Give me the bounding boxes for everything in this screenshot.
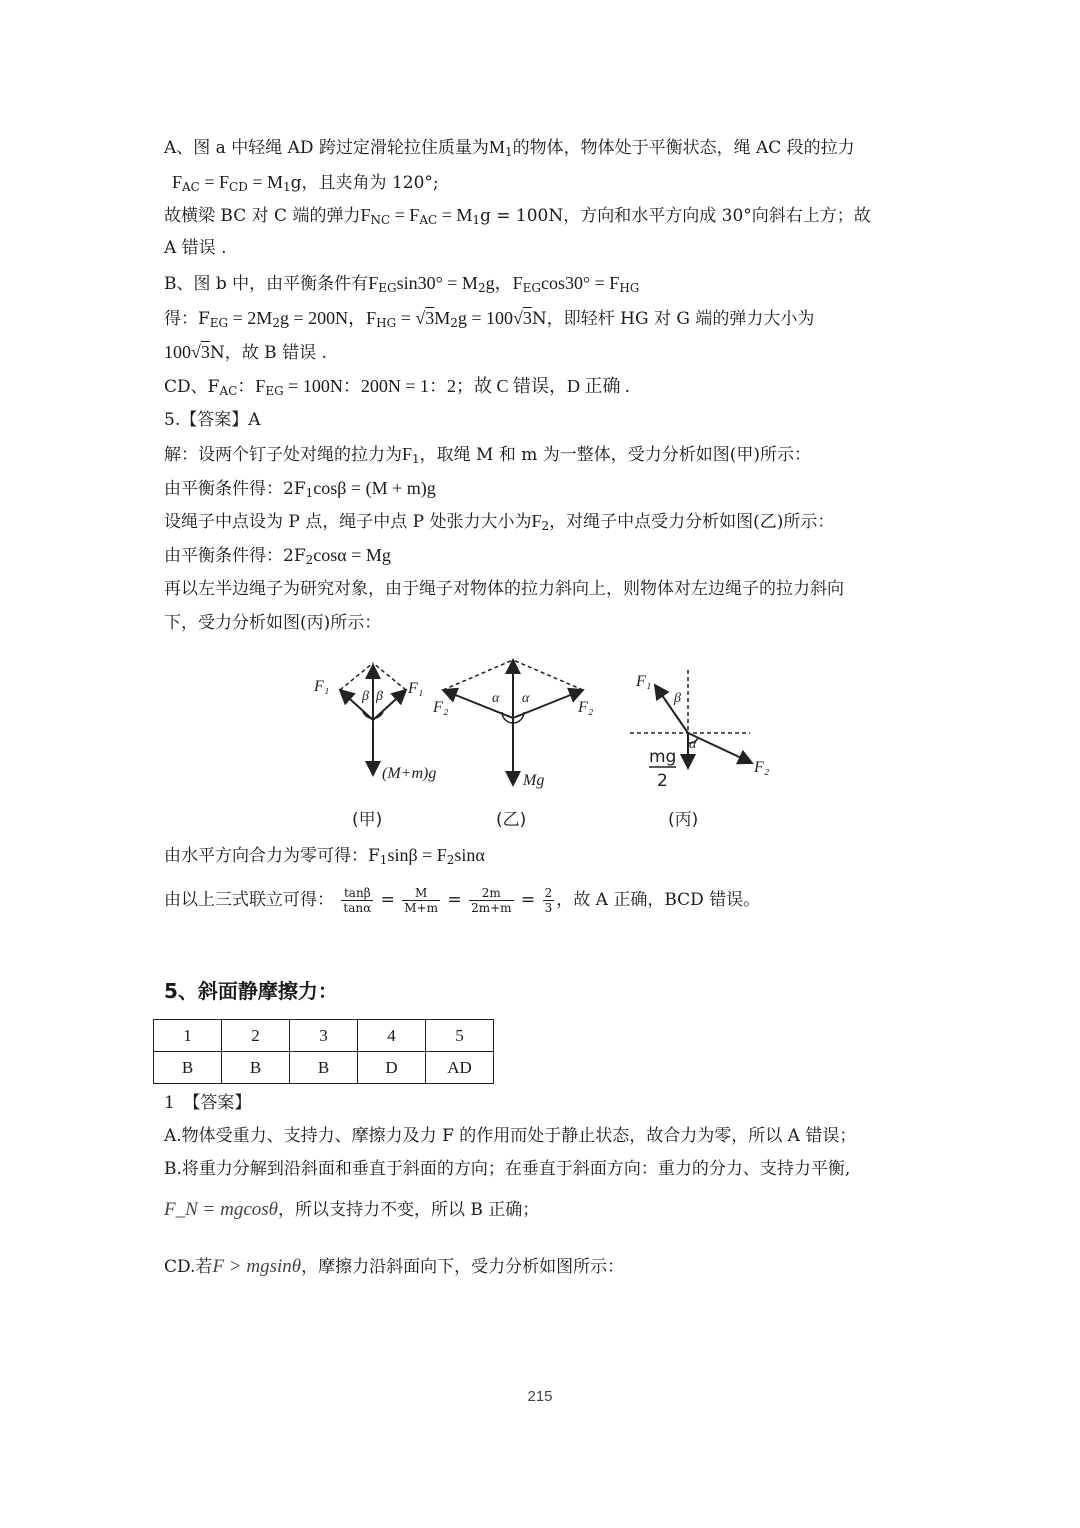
table-cell: 4 <box>358 1020 426 1052</box>
fraction-result: $\frac{2}{3}$ <box>544 886 553 915</box>
bing-mg-denominator: 2 <box>657 771 668 791</box>
answer-label: 1 【答案】 <box>164 1093 252 1113</box>
bing-caption: (丙) <box>668 810 699 830</box>
answer-table-header-row <box>154 1020 494 1052</box>
formula-force-condition: F > mgsinθ <box>212 1256 302 1277</box>
text-line-a4: A 错误 . <box>164 238 227 258</box>
fraction-tan: $\frac{\tan\beta}{\tan\alpha}$ <box>343 886 372 915</box>
table-cell: 3 <box>290 1020 358 1052</box>
diagram-jia <box>340 663 406 775</box>
jia-f1-left-label: F₁ <box>314 678 330 695</box>
explanation-b2: F_N = mgcosθ，所以支持力不变，所以 B 正确； <box>164 1199 540 1220</box>
yi-f2-right-label: F₂ <box>578 699 594 716</box>
answer-table <box>153 1019 494 1084</box>
fraction-2m-ratio: $\frac{2m}{2m+m}$ <box>471 886 512 915</box>
table-cell: 5 <box>426 1020 494 1052</box>
answer-q5: 5.【答案】A <box>164 410 261 430</box>
explanation-a: A.物体受重力、支持力、摩擦力及力 F 的作用而处于静止状态，故合力为零，所以 A 错误； <box>164 1126 857 1146</box>
diagram-yi <box>443 660 583 785</box>
text-line-b1: B、图 b 中，由平衡条件有$F_{EG}\sin 30^\circ = M_2g$，$F_{EG}\cos 30^\circ = F_{HG}$ <box>164 273 640 295</box>
text-line-s7: 由水平方向合力为零可得：$F_1\sin\beta = F_2\sin\alpha$ <box>164 845 485 867</box>
fraction-m-ratio: $\frac{M}{M+m}$ <box>404 886 439 915</box>
table-cell: 2 <box>222 1020 290 1052</box>
table-cell: B <box>154 1052 222 1084</box>
yi-f2-left-label: F₂ <box>433 699 449 716</box>
explanation-b: B.将重力分解到沿斜面和垂直于斜面的方向；在垂直于斜面方向：重力的分力、支持力平衡, <box>164 1159 851 1179</box>
formula-normal-force: F_N = mgcosθ <box>164 1199 278 1220</box>
table-cell: B <box>222 1052 290 1084</box>
bing-f2-label: F₂ <box>754 759 770 776</box>
answer-table-answer-row <box>154 1052 494 1084</box>
jia-beta-right-label: β <box>376 689 383 704</box>
text-line-cd: CD、$F_{AC}$：$F_{EG} = 100N$：200N = 1：2；故 C 错误，D 正确 . <box>164 376 630 398</box>
text-line-s6: 下，受力分析如图(丙)所示： <box>164 613 382 633</box>
jia-f1-right-label: F₁ <box>408 680 424 697</box>
bing-alpha-label: α <box>689 737 697 752</box>
table-cell: B <box>290 1052 358 1084</box>
table-cell: 1 <box>154 1020 222 1052</box>
text-line-a3: 故横梁 BC 对 C 端的弹力$F_{NC} = F_{AC} = M_1g = 100N$，方向和水平方向成 30°向斜右上方；故 <box>164 205 871 227</box>
text-line-a2: $F_{AC} = F_{CD} = M_1g$，且夹角为 120°; <box>172 172 439 194</box>
yi-load-label: Mg <box>523 772 545 789</box>
bing-beta-label: β <box>674 691 681 706</box>
yi-caption: (乙) <box>496 810 527 830</box>
yi-alpha-left-label: α <box>492 691 500 706</box>
table-cell: D <box>358 1052 426 1084</box>
section-heading: 5、斜面静摩擦力： <box>164 979 338 1003</box>
jia-beta-left-label: β <box>362 689 369 704</box>
text-line-s2: 由平衡条件得：$2F_1\cos\beta = (M + m)g$ <box>164 478 436 500</box>
text-line-s1: 解：设两个钉子处对绳的拉力为$F_1$，取绳 M 和 m 为一整体，受力分析如图(甲)所示： <box>164 444 812 466</box>
text-line-b2: 得：$F_{EG} = 2M_2g = 200N$，$F_{HG} = √3M_2g = 100√3N$，即轻杆 HG 对 G 端的弹力大小为 <box>164 308 815 330</box>
table-cell: AD <box>426 1052 494 1084</box>
text-line-b3: 100√3N，故 B 错误 . <box>164 342 327 363</box>
bing-f1-label: F₁ <box>636 673 652 690</box>
jia-caption: (甲) <box>352 810 383 830</box>
explanation-cd: CD.若F > mgsinθ，摩擦力沿斜面向下，受力分析如图所示： <box>164 1256 625 1277</box>
jia-load-label: (M+m)g <box>382 765 437 782</box>
text-line-s5: 再以左半边绳子为研究对象，由于绳子对物体的拉力斜向上，则物体对左边绳子的拉力斜向 <box>164 579 844 599</box>
force-diagrams <box>300 650 790 835</box>
text-line-s4: 由平衡条件得：$2F_2\cos\alpha = Mg$ <box>164 545 391 567</box>
page-number: 215 <box>527 1388 553 1405</box>
bing-mg-numerator: mg <box>649 747 677 767</box>
text-line-a1: A、图 a 中轻绳 AD 跨过定滑轮拉住质量为$M_1$的物体，物体处于平衡状态，绳 AC 段的拉力 <box>164 137 855 159</box>
text-line-s3: 设绳子中点设为 P 点，绳子中点 P 处张力大小为$F_2$，对绳子中点受力分析如图(乙)所示： <box>164 511 835 533</box>
yi-alpha-right-label: α <box>522 691 530 706</box>
text-line-s8: 由以上三式联立可得： $\frac{\tan\beta}{\tan\alpha}$ = $\frac{M}{M+m}$ = $\frac{2m}{2m+m}$ = $\frac{2}{3}$ ，故 A 正确，BCD 错误。 <box>164 886 761 915</box>
